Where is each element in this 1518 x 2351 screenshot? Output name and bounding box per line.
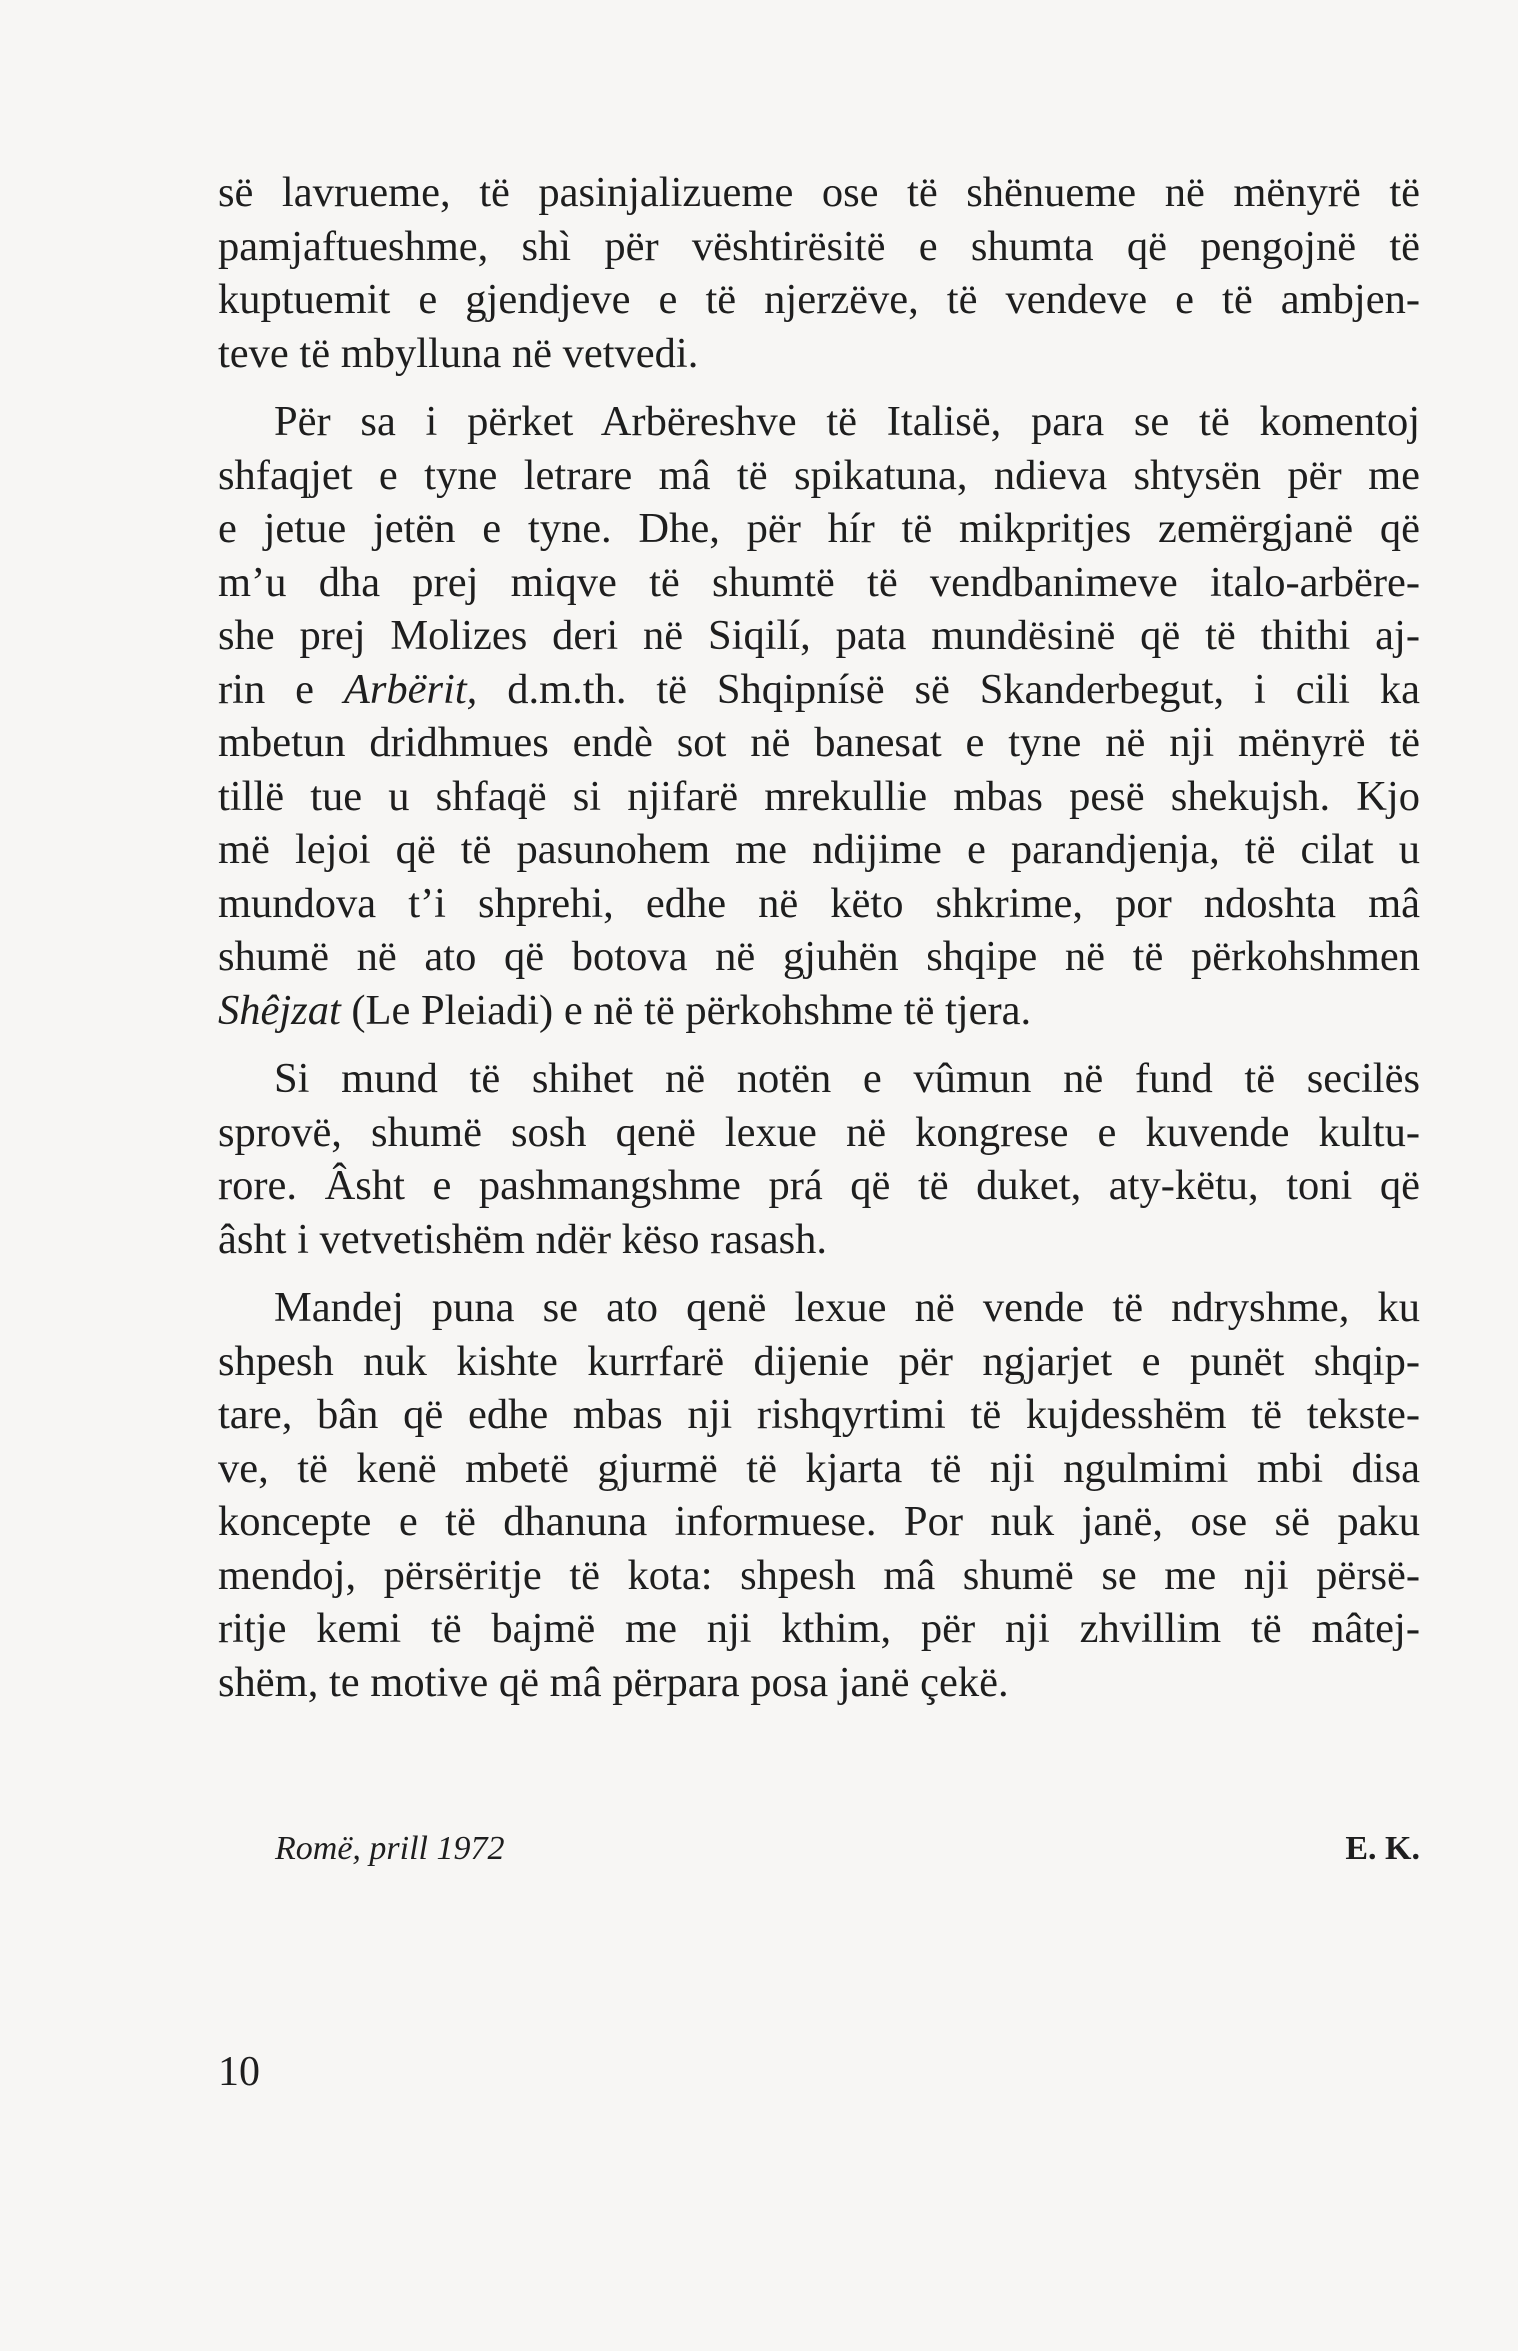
- text-line: tillë tue u shfaqë si njifarë mrekullie mbas pesë shekujsh. Kjo: [218, 772, 1420, 820]
- text-line: mendoj, përsëritje të kota: shpesh mâ shumë se me nji përsë-: [218, 1551, 1420, 1599]
- text-line: rore. Âsht e pashmangshme prá që të duket, aty-këtu, toni që: [218, 1162, 1420, 1209]
- text-line: tare, bân që edhe mbas nji rishqyrtimi të kujdesshëm të tekste-: [218, 1391, 1420, 1438]
- text-line: së lavrueme, të pasinjalizueme ose të shënueme në mënyrë të: [218, 169, 1420, 216]
- text-fragment: d.m.th. të Shqipnísë së Skanderbegut, i cili ka: [477, 665, 1421, 713]
- body-text: [218, 166, 1420, 1724]
- text-line: shpesh nuk kishte kurrfarë dijenie për ngjarjet e punët shqip-: [218, 1337, 1420, 1385]
- text-line: Mandej puna se ato qenë lexue në vende të ndryshme, ku: [274, 1284, 1420, 1331]
- text-line: ritje kemi të bajmë me nji kthim, për nji zhvillim të mâtej-: [218, 1605, 1420, 1652]
- text-line: ve, të kenë mbetë gjurmë të kjarta të nji ngulmimi mbi disa: [218, 1444, 1420, 1492]
- text-line: pamjaftueshme, shì për vështirësitë e shumta që pengojnë të: [218, 222, 1420, 270]
- text-line: e jetue jetën e tyne. Dhe, për hír të mikpritjes zemërgjanë që: [218, 505, 1420, 552]
- text-line: shëm, te motive që mâ përpara posa janë çekë.: [218, 1658, 1009, 1706]
- text-line: kuptuemit e gjendjeve e të njerzëve, të vendeve e të ambjen-: [218, 276, 1420, 323]
- text-line: mundova t’i shprehi, edhe në këto shkrime, por ndoshta mâ: [218, 879, 1420, 927]
- text-line-with-italic: [218, 663, 1420, 717]
- text-line: she prej Molizes deri në Siqilí, pata mundësinë që të thithi aj-: [218, 612, 1420, 659]
- paragraph-1: [218, 166, 1420, 380]
- text-line: m’u dha prej miqve të shumtë të vendbanimeve italo-arbëre-: [218, 558, 1420, 606]
- text-line: shumë në ato që botova në gjuhën shqipe në të përkohshmen: [218, 933, 1420, 980]
- text-line: shfaqjet e tyne letrare mâ të spikatuna, ndieva shtysën për me: [218, 451, 1420, 499]
- text-line: më lejoi që të pasunohem me ndijime e parandjenja, të cilat u: [218, 826, 1420, 873]
- italic-term-arberit: Arbërit,: [343, 665, 478, 713]
- text-line: mbetun dridhmues endè sot në banesat e tyne në nji mënyrë të: [218, 719, 1420, 766]
- place-date: Romë, prill 1972: [275, 1830, 505, 1867]
- text-line: sprovë, shumë sosh qenë lexue në kongrese e kuvende kultu-: [218, 1108, 1420, 1156]
- text-line: teve të mbylluna në vetvedi.: [218, 329, 699, 377]
- page-number: 10: [218, 2049, 260, 2095]
- text-fragment: rin e: [218, 665, 344, 713]
- text-line: âsht i vetvetishëm ndër këso rasash.: [218, 1215, 828, 1263]
- italic-term-shejzat: Shêjzat: [218, 986, 341, 1034]
- author-initials: E. K.: [1345, 1830, 1420, 1867]
- paragraph-4: [218, 1281, 1420, 1709]
- text-fragment: (Le Pleiadi) e në të përkohshme të tjera.: [340, 986, 1032, 1034]
- text-line: koncepte e të dhanuna informuese. Por nuk janë, ose së paku: [218, 1498, 1420, 1545]
- paragraph-2: [218, 395, 1420, 1037]
- text-line: Si mund të shihet në notën e vûmun në fund të secilës: [274, 1055, 1420, 1102]
- text-line: Për sa i përket Arbëreshve të Italisë, para se të komentoj: [274, 398, 1420, 445]
- signature-row: [275, 1830, 1420, 1890]
- text-line-with-italic: [218, 984, 1420, 1038]
- paragraph-3: [218, 1052, 1420, 1266]
